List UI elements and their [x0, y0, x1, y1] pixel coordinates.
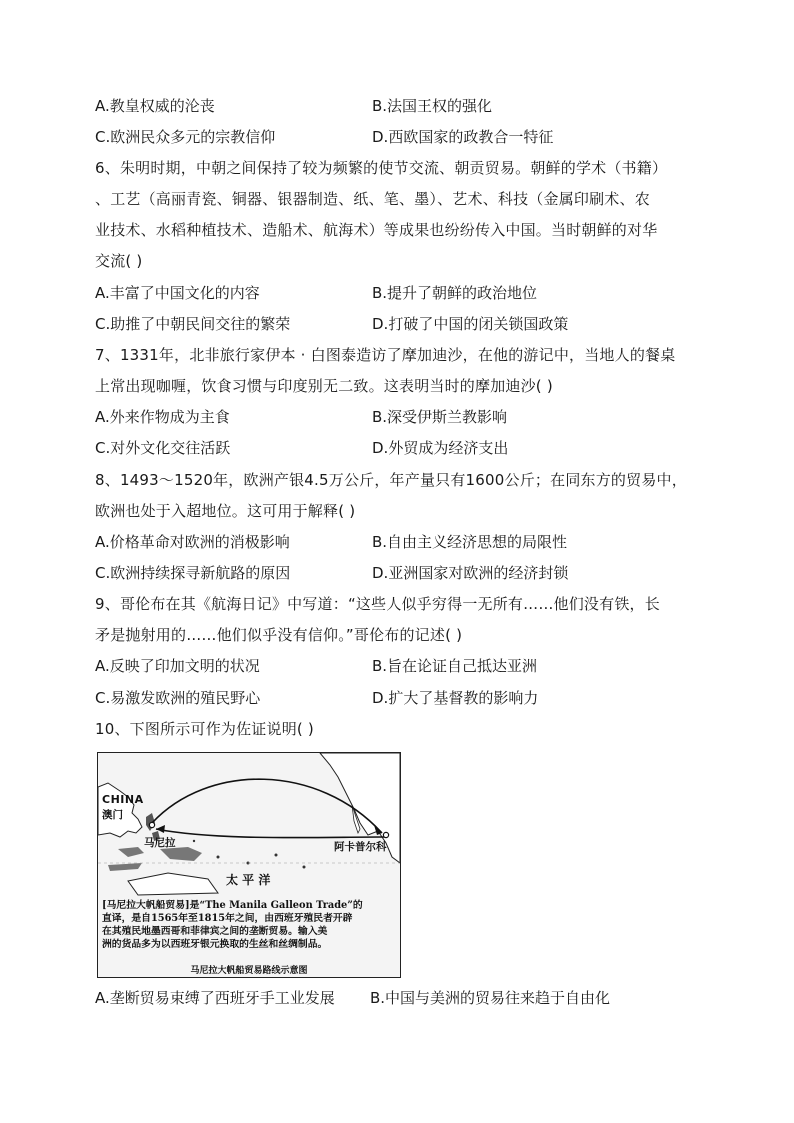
q9-stem-line-1: 9、哥伦布在其《航海日记》中写道：“这些人似乎穷得一无所有……他们没有铁，长 [95, 595, 660, 613]
q10-option-a: A.垄断贸易束缚了西班牙手工业发展 [95, 989, 335, 1007]
q8-option-a: A.价格革命对欧洲的消极影响 [95, 533, 290, 551]
q8-option-d: D.亚洲国家对欧洲的经济封锁 [372, 564, 569, 582]
map-note-line: 洲的货品多为以西班牙银元换取的生丝和丝绸制品。 [102, 939, 328, 950]
q5-option-b: B.法国王权的强化 [372, 97, 493, 115]
q10-stem: 10、下图所示可作为佐证说明( ) [95, 720, 314, 738]
q9-option-c: C.易激发欧洲的殖民野心 [95, 689, 261, 707]
australia-landmass [128, 873, 218, 895]
pacific-island [217, 856, 220, 859]
q6-option-a: A.丰富了中国文化的内容 [95, 284, 260, 302]
q7-option-d: D.外贸成为经济支出 [372, 439, 509, 457]
q7-option-c: C.对外文化交往活跃 [95, 439, 231, 457]
q9-option-d: D.扩大了基督教的影响力 [372, 689, 539, 707]
pacific-island [275, 854, 278, 857]
map-note-line: 在其殖民地墨西哥和菲律宾之间的垄断贸易。输入美 [102, 926, 328, 937]
acapulco-port-marker [383, 832, 388, 837]
q5-option-a: A.教皇权威的沦丧 [95, 97, 215, 115]
galleon-trade-route-map [97, 752, 401, 978]
route-westbound-arc [156, 829, 386, 838]
java-island [108, 863, 142, 871]
pacific-island [303, 866, 306, 869]
q7-option-b: B.深受伊斯兰教影响 [372, 408, 508, 426]
q6-stem-line-3: 业技术、水稻种植技术、造船术、航海术）等成果也纷纷传入中国。当时朝鲜的对华 [95, 221, 658, 239]
q6-stem-line-2: 、工艺（高丽青瓷、铜器、银器制造、纸、笔、墨）、艺术、科技（金属印刷术、农 [95, 190, 650, 208]
q9-option-b: B.旨在论证自己抵达亚洲 [372, 657, 538, 675]
label-pacific-ocean: 太 平 洋 [226, 873, 271, 887]
borneo-island [118, 847, 144, 857]
q6-stem-line-1: 6、朱明时期，中朝之间保持了较为频繁的使节交流、朝贡贸易。朝鲜的学术（书籍） [95, 159, 668, 177]
label-china: CHINA [102, 793, 144, 806]
map-note-line: 直译，是自1565年至1815年之间，由西班牙殖民者开辟 [102, 913, 353, 924]
label-macau: 澳门 [102, 809, 123, 821]
q6-stem-line-4: 交流( ) [95, 252, 143, 270]
q6-option-b: B.提升了朝鲜的政治地位 [372, 284, 538, 302]
map-note-line: [马尼拉大帆船贸易]是“The Manila Galleon Trade”的 [102, 900, 363, 911]
q8-option-c: C.欧洲持续探寻新航路的原因 [95, 564, 291, 582]
q6-option-c: C.助推了中朝民间交往的繁荣 [95, 315, 291, 333]
map-note [102, 899, 396, 951]
q8-stem-line-2: 欧洲也处于入超地位。这可用于解释( ) [95, 502, 356, 520]
q8-option-b: B.自由主义经济思想的局限性 [372, 533, 568, 551]
q5-option-c: C.欧洲民众多元的宗教信仰 [95, 128, 276, 146]
label-acapulco: 阿卡普尔科 [334, 841, 387, 853]
label-manila: 马尼拉 [144, 837, 176, 849]
q5-option-d: D.西欧国家的政教合一特征 [372, 128, 554, 146]
map-caption: 马尼拉大帆船贸易路线示意图 [190, 966, 308, 976]
q9-option-a: A.反映了印加文明的状况 [95, 657, 260, 675]
pacific-island [193, 840, 195, 842]
q10-option-b: B.中国与美洲的贸易往来趋于自由化 [370, 989, 611, 1007]
q6-option-d: D.打破了中国的闭关锁国政策 [372, 315, 569, 333]
manila-port-marker [149, 822, 154, 827]
q8-stem-line-1: 8、1493～1520年，欧洲产银4.5万公斤，年产量只有1600公斤；在同东方的贸易中， [95, 471, 687, 489]
q7-stem-line-1: 7、1331年，北非旅行家伊本 · 白图泰造访了摩加迪沙，在他的游记中，当地人的餐桌 [95, 346, 676, 364]
q7-stem-line-2: 上常出现咖喱，饮食习惯与印度别无二致。这表明当时的摩加迪沙( ) [95, 377, 553, 395]
q9-stem-line-2: 矛是抛射用的……他们似乎没有信仰。”哥伦布的记述( ) [95, 626, 463, 644]
q7-option-a: A.外来作物成为主食 [95, 408, 230, 426]
